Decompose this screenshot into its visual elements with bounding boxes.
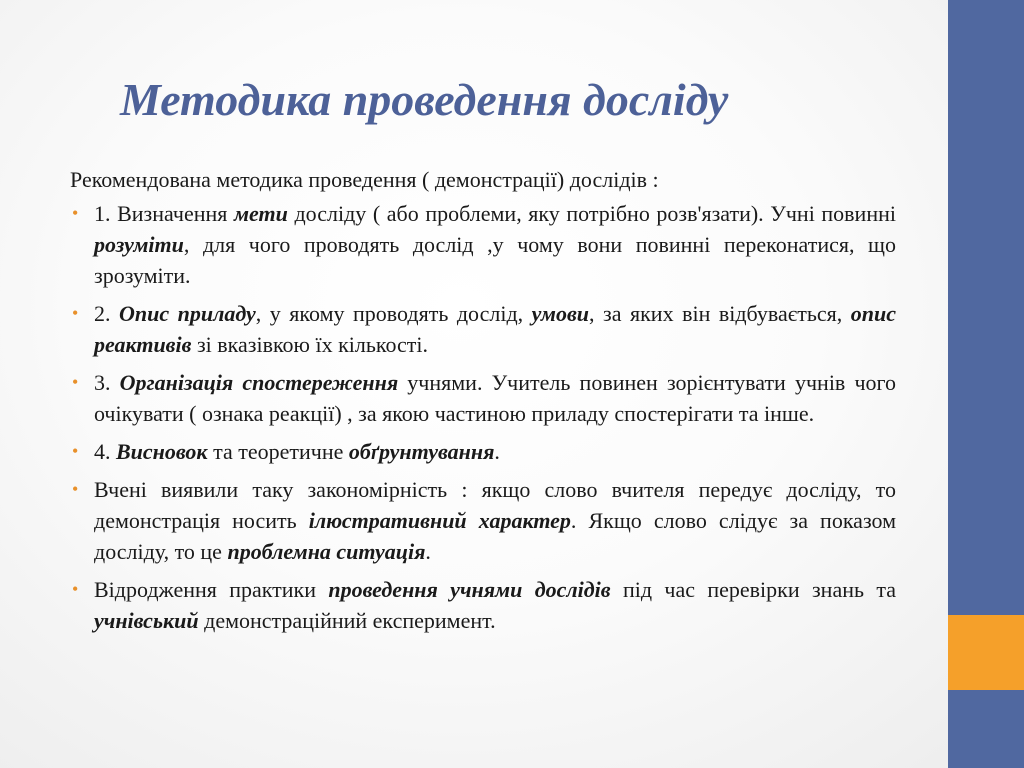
body-text: , у якому проводять дослід, [255,301,532,326]
emphasis-text: розуміти [94,232,184,257]
bullet-item [70,198,896,291]
body-text: Відродження практики [94,577,329,602]
emphasis-text: обґрунтування [348,439,495,464]
body-text: Вчені виявили таку закономірність : якщо слово вчителя передує досліду, то демонстрація носить [94,477,896,533]
body-text: . [494,439,500,464]
intro-text: Рекомендована методика проведення ( демонстрації) дослідів : [70,167,659,192]
emphasis-text: проблемна ситуація [227,539,426,564]
body-text: демонстраційний експеримент. [198,608,496,633]
bullet-dot-icon: • [72,579,79,599]
bullet-item [70,436,896,467]
emphasis-text: учнівський [94,608,199,633]
body-text: . Якщо слово слідує за показом досліду, то це [94,508,897,564]
emphasis-text: Організація спостереження [119,370,399,395]
body-text: досліду ( або проблеми, яку потрібно розв'язати). Учні повинні [287,201,896,226]
body-text: та теоретичне [207,439,349,464]
emphasis-text: проведення учнями дослідів [328,577,611,602]
emphasis-text: умови [531,301,590,326]
bullet-dot-icon: • [72,203,79,223]
emphasis-text: Опис приладу [119,301,256,326]
emphasis-text: мети [233,201,288,226]
body-text: зі вказівкою їх кількості. [191,332,428,357]
body-text: . [425,539,431,564]
bullet-item [70,574,896,636]
bullet-item [70,298,896,360]
slide-title: Методика проведення досліду [120,74,729,125]
bullet-item [70,367,896,429]
bullet-dot-icon: • [72,441,79,461]
body-text: , для чого проводять дослід ,у чому вони повинні переконатися, що зрозуміти. [94,232,896,288]
bullet-item [70,474,896,567]
body-text: , за яких він відбувається, [589,301,851,326]
bullet-dot-icon: • [72,303,79,323]
emphasis-text: ілюстративний характер [308,508,571,533]
body-text: 1. Визначення [94,201,234,226]
decorative-side-bar-accent [948,615,1024,690]
body-text: 4. [94,439,116,464]
bullet-dot-icon: • [72,479,79,499]
body-text: 2. [94,301,120,326]
body-text: учнями. Учитель повинен зорієнтувати учнів чого очікувати ( ознака реакції) , за якою частиною приладу спостерігати та інше. [94,370,896,426]
slide-content [70,164,896,643]
bullet-dot-icon: • [72,372,79,392]
body-text: 3. [94,370,120,395]
body-text: під час перевірки знань та [610,577,897,602]
bullet-list [70,198,896,636]
emphasis-text: опис реактивів [94,301,896,357]
emphasis-text: Висновок [116,439,208,464]
